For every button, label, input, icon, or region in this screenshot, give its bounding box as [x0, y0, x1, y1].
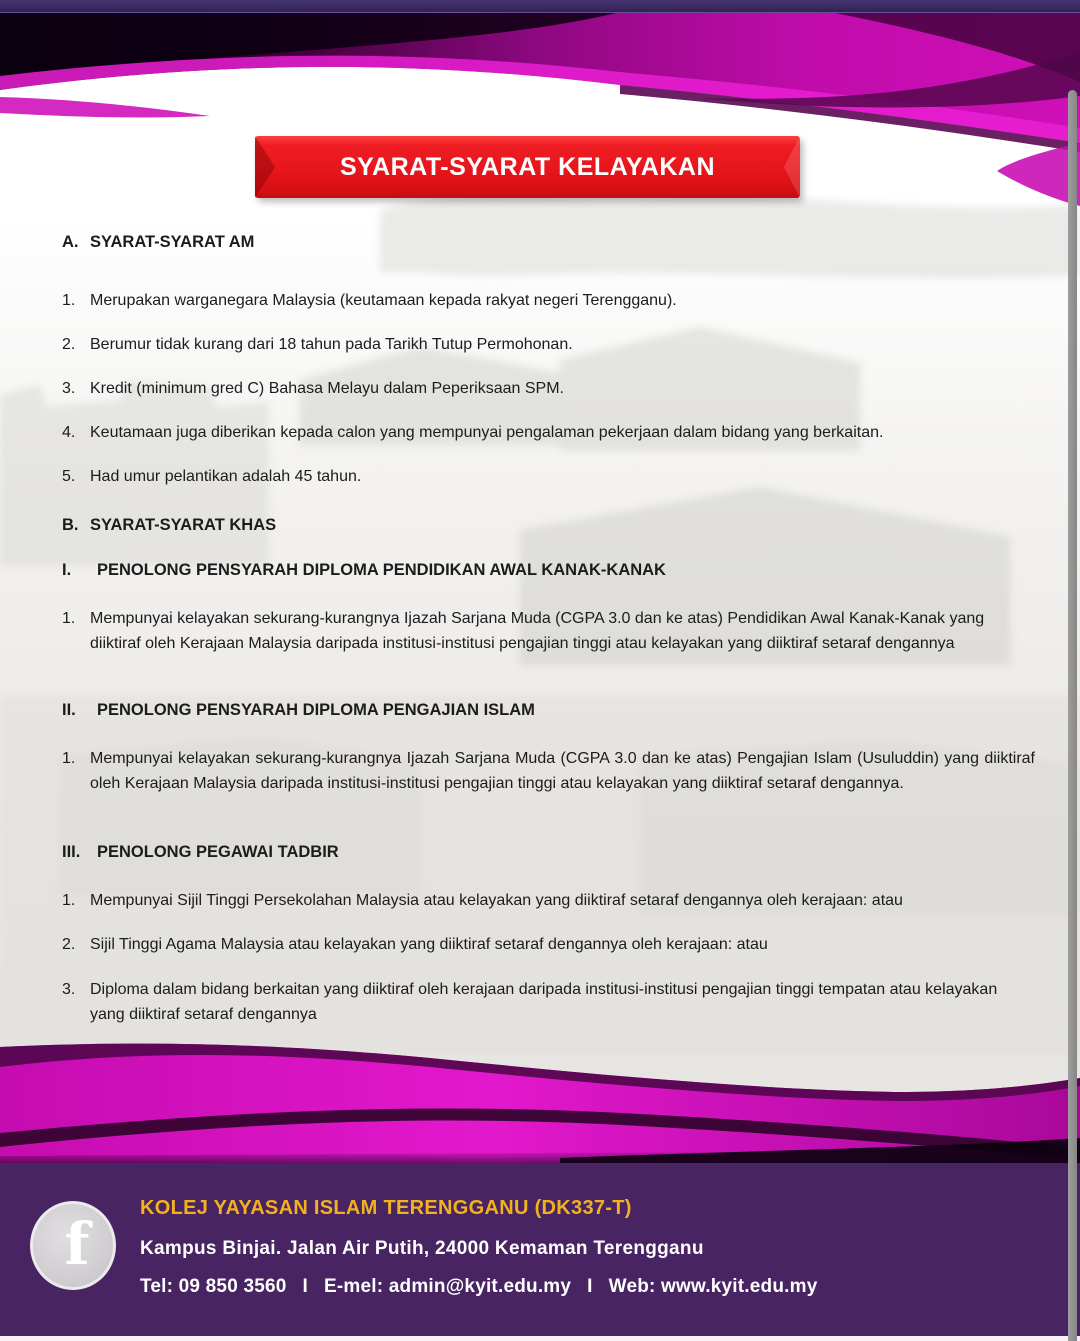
- scrollbar-thumb[interactable]: [1068, 90, 1077, 1341]
- list-item: 1. Mempunyai kelayakan sekurang-kurangnya Ijazah Sarjana Muda (CGPA 3.0 dan ke atas) Pengajian Islam (Usuluddin) yang diiktiraf oleh Kerajaan Malaysia daripada institusi-institusi pengajian tinggi atau kelayakan yang diiktiraf setaraf dengannya.: [62, 750, 1035, 792]
- subsection-2-heading: II. PENOLONG PENSYARAH DIPLOMA PENGAJIAN ISLAM: [62, 701, 535, 719]
- footer-wave: [0, 1030, 1080, 1170]
- top-bar: [0, 0, 1080, 13]
- title-banner: [255, 136, 800, 198]
- contact-line: [140, 1276, 817, 1298]
- list-item: 5. Had umur pelantikan adalah 45 tahun.: [62, 468, 362, 485]
- facebook-icon: [30, 1201, 116, 1290]
- section-b-heading: B. SYARAT-SYARAT KHAS: [62, 516, 277, 534]
- facebook-f-glyph: f: [64, 1209, 90, 1278]
- list-item: 2. Berumur tidak kurang dari 18 tahun pada Tarikh Tutup Permohonan.: [62, 336, 573, 353]
- list-item: 1. Mempunyai kelayakan sekurang-kurangnya Ijazah Sarjana Muda (CGPA 3.0 dan ke atas) Pendidikan Awal Kanak-Kanak yang diiktiraf oleh Kerajaan Malaysia daripada institusi-institusi pengajian tinggi atau kelayakan yang diiktiraf setaraf dengannya: [62, 610, 985, 652]
- list-item: 1. Mempunyai Sijil Tinggi Persekolahan Malaysia atau kelayakan yang diiktiraf setaraf dengannya oleh kerajaan: atau: [62, 892, 903, 909]
- list-item: 2. Sijil Tinggi Agama Malaysia atau kelayakan yang diiktiraf setaraf dengannya oleh kerajaan: atau: [62, 936, 768, 953]
- separator: I: [302, 1276, 308, 1297]
- email: E-mel: admin@kyit.edu.my: [324, 1276, 572, 1297]
- address-line: Kampus Binjai. Jalan Air Putih, 24000 Kemaman Terengganu: [140, 1238, 704, 1259]
- separator: I: [587, 1276, 593, 1297]
- subsection-1-heading: I. PENOLONG PENSYARAH DIPLOMA PENDIDIKAN AWAL KANAK-KANAK: [62, 561, 666, 579]
- page-title: SYARAT-SYARAT KELAYAKAN: [339, 152, 715, 181]
- list-item: 4. Keutamaan juga diberikan kepada calon yang mempunyai pengalaman pekerjaan dalam bidang yang berkaitan.: [62, 424, 884, 441]
- list-item: 3. Diploma dalam bidang berkaitan yang diiktiraf oleh kerajaan daripada institusi-institusi pengajian tinggi tempatan atau kelayakan yang diiktiraf setaraf dengannya: [62, 981, 998, 1023]
- organization-name: KOLEJ YAYASAN ISLAM TERENGGANU (DK337-T): [140, 1197, 632, 1219]
- list-item: 3. Kredit (minimum gred C) Bahasa Melayu dalam Peperiksaan SPM.: [62, 380, 564, 397]
- telephone: Tel: 09 850 3560: [140, 1276, 287, 1297]
- section-a-heading: A. SYARAT-SYARAT AM: [62, 233, 255, 251]
- website: Web: www.kyit.edu.my: [608, 1276, 818, 1297]
- bottom-edge-strip: [0, 1336, 1080, 1341]
- subsection-3-heading: III. PENOLONG PEGAWAI TADBIR: [62, 843, 339, 861]
- list-item: 1. Merupakan warganegara Malaysia (keutamaan kepada rakyat negeri Terengganu).: [62, 292, 677, 309]
